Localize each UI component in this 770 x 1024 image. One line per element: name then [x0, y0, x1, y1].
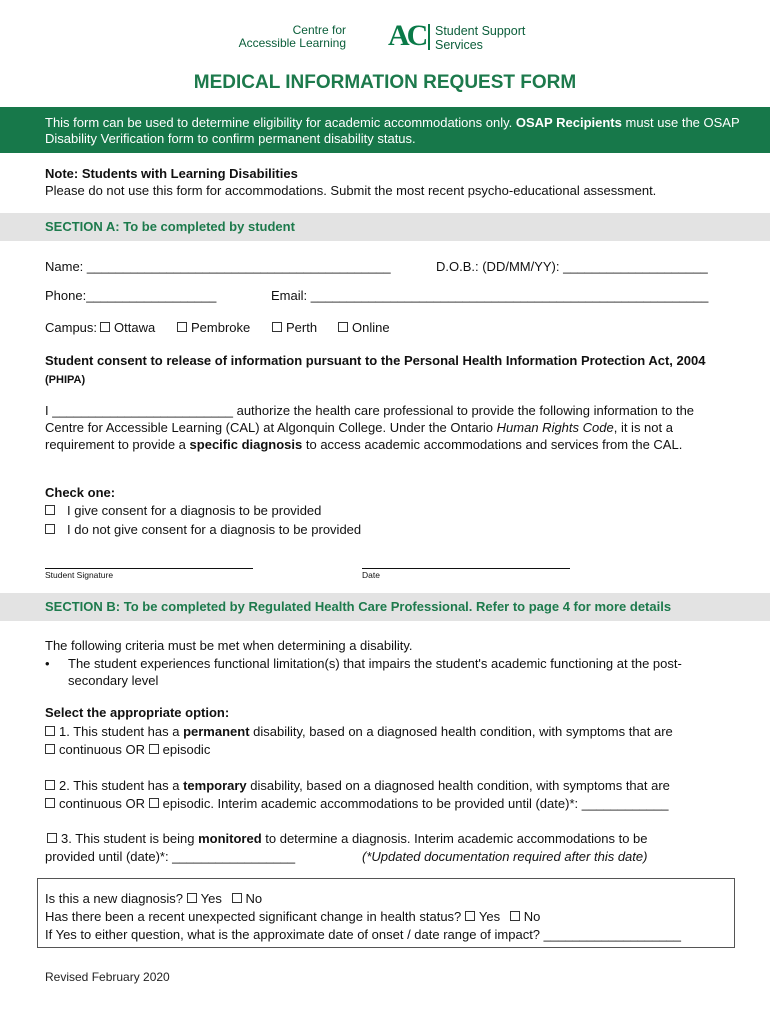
- checkbox-icon[interactable]: [177, 322, 187, 332]
- opt1-text-b: permanent: [183, 724, 250, 739]
- campus-pembroke-label: Pembroke: [191, 320, 251, 335]
- option-2-symptoms[interactable]: [45, 795, 668, 812]
- banner-text: This form can be used to determine eligibility for academic accommodations only.: [45, 115, 513, 130]
- option-3-date[interactable]: provided until (date)*: _________________: [45, 849, 296, 864]
- opt2-text-c: disability, based on a diagnosed health condition, with symptoms that are: [250, 778, 670, 793]
- checkbox-icon[interactable]: [272, 322, 282, 332]
- q2-yes: Yes: [478, 909, 501, 924]
- q2-no: No: [523, 909, 541, 924]
- campus-option-online[interactable]: [338, 319, 390, 336]
- q1-yes: Yes: [200, 891, 222, 906]
- opt2-text-a: 2. This student has a: [59, 778, 180, 793]
- phipa-label: (PHIPA): [45, 374, 86, 386]
- consent-give-label: I give consent for a diagnosis to be provided: [67, 503, 322, 518]
- opt2-episodic: episodic. Interim academic accommodations to be provided until (date)*: ____________: [162, 796, 669, 811]
- revision-footer: Revised February 2020: [45, 970, 170, 984]
- note-body: Please do not use this form for accommodations. Submit the most recent psycho-educational assessment.: [45, 183, 657, 198]
- checkbox-icon[interactable]: [149, 798, 159, 808]
- option-1-symptoms[interactable]: [45, 741, 210, 758]
- auth-text-1: I _________________________ authorize the health care professional to provide the following information to the Centre for Accessible Learning (CAL) at Algonquin College. Under the Ontario: [45, 403, 695, 435]
- auth-specific: specific diagnosis: [189, 437, 303, 452]
- bullet-icon: •: [45, 656, 50, 671]
- email-field[interactable]: Email: _______________________________________________________: [271, 288, 709, 303]
- q2-text: Has there been a recent unexpected significant change in health status?: [45, 909, 462, 924]
- opt1-text-c: disability, based on a diagnosed health condition, with symptoms that are: [253, 724, 673, 739]
- sss-logo-line1: Student Support: [435, 24, 526, 38]
- signature-label: Student Signature: [45, 570, 114, 580]
- note-heading: Note: Students with Learning Disabilities: [45, 166, 298, 181]
- opt2-text-b: temporary: [183, 778, 247, 793]
- logo-divider: [428, 24, 430, 50]
- banner-osap: OSAP Recipients: [515, 115, 622, 130]
- opt1-episodic: episodic: [162, 742, 211, 757]
- new-diagnosis-question: [45, 890, 262, 907]
- opt1-continuous: continuous OR: [59, 742, 145, 757]
- criteria-text: The following criteria must be met when determining a disability.: [45, 638, 413, 653]
- opt3-text-c: to determine a diagnosis. Interim academic accommodations to be: [265, 831, 648, 846]
- option-3-note: (*Updated documentation required after this date): [362, 849, 648, 864]
- cal-logo-line2: Accessible Learning: [238, 36, 346, 50]
- cal-logo: [236, 24, 346, 50]
- checkbox-icon[interactable]: [187, 893, 197, 903]
- sss-logo: [435, 24, 525, 52]
- campus-perth-label: Perth: [286, 320, 318, 335]
- criteria-bullet: The student experiences functional limitation(s) that impairs the student's academic functioning at the post-secondary level: [68, 656, 682, 688]
- checkbox-icon[interactable]: [45, 798, 55, 808]
- auth-text-2: , it is not a requirement to provide a: [45, 420, 673, 452]
- opt2-continuous: continuous OR: [59, 796, 145, 811]
- campus-label: Campus:: [45, 320, 98, 335]
- campus-option-pembroke[interactable]: [177, 319, 250, 336]
- authorization-paragraph: [45, 402, 735, 453]
- consent-option-not[interactable]: [45, 521, 361, 538]
- section-a-header: [0, 213, 770, 241]
- section-a-title: SECTION A: To be completed by student: [45, 219, 295, 234]
- campus-option-ottawa[interactable]: [100, 319, 155, 336]
- cal-logo-line1: Centre for: [292, 23, 346, 37]
- name-field[interactable]: Name: __________________________________________: [45, 259, 391, 274]
- opt1-text-a: 1. This student has a: [59, 724, 180, 739]
- check-one-label: Check one:: [45, 485, 116, 500]
- checkbox-icon[interactable]: [338, 322, 348, 332]
- sss-logo-line2: Services: [435, 38, 483, 52]
- date-line[interactable]: [362, 568, 570, 569]
- option-1-row[interactable]: [45, 723, 673, 740]
- checkbox-icon[interactable]: [47, 833, 57, 843]
- checkbox-icon[interactable]: [100, 322, 110, 332]
- checkbox-icon[interactable]: [465, 911, 475, 921]
- checkbox-icon[interactable]: [45, 780, 55, 790]
- auth-hrc: Human Rights Code: [496, 420, 614, 435]
- campus-option-perth[interactable]: [272, 319, 317, 336]
- dob-field[interactable]: D.O.B.: (DD/MM/YY): ____________________: [436, 259, 708, 274]
- phone-field[interactable]: Phone:__________________: [45, 288, 217, 303]
- consent-heading-text: Student consent to release of information pursuant to the Personal Health Information Protection Act, 2004: [45, 353, 706, 368]
- checkbox-icon[interactable]: [45, 744, 55, 754]
- page-title: MEDICAL INFORMATION REQUEST FORM: [193, 72, 577, 93]
- checkbox-icon[interactable]: [149, 744, 159, 754]
- option-3-row[interactable]: [47, 830, 648, 847]
- consent-option-give[interactable]: [45, 502, 321, 519]
- opt3-text-a: 3. This student is being: [61, 831, 195, 846]
- campus-ottawa-label: Ottawa: [114, 320, 156, 335]
- ac-logo-icon: AC: [388, 19, 426, 52]
- consent-heading: [45, 352, 735, 389]
- q1-no: No: [245, 891, 263, 906]
- banner-text2: must use the OSAP Disability Verification form to confirm permanent disability status.: [45, 115, 740, 146]
- consent-not-label: I do not give consent for a diagnosis to be provided: [67, 522, 362, 537]
- onset-date-question[interactable]: If Yes to either question, what is the approximate date of onset / date range of impact? ___________________: [45, 927, 682, 942]
- date-label: Date: [362, 570, 380, 580]
- checkbox-icon[interactable]: [45, 726, 55, 736]
- checkbox-icon[interactable]: [510, 911, 520, 921]
- info-banner: [0, 107, 770, 153]
- checkbox-icon[interactable]: [45, 505, 55, 515]
- option-2-row[interactable]: [45, 777, 670, 794]
- opt3-text-b: monitored: [198, 831, 262, 846]
- signature-line[interactable]: [45, 568, 253, 569]
- checkbox-icon[interactable]: [232, 893, 242, 903]
- section-b-title: SECTION B: To be completed by Regulated Health Care Professional. Refer to page 4 for more details: [45, 599, 672, 614]
- checkbox-icon[interactable]: [45, 524, 55, 534]
- q1-text: Is this a new diagnosis?: [45, 891, 184, 906]
- section-b-header: [0, 593, 770, 621]
- change-status-question: [45, 908, 540, 925]
- select-option-label: Select the appropriate option:: [45, 705, 230, 720]
- auth-text-3: to access academic accommodations and services from the CAL.: [305, 437, 683, 452]
- campus-online-label: Online: [352, 320, 390, 335]
